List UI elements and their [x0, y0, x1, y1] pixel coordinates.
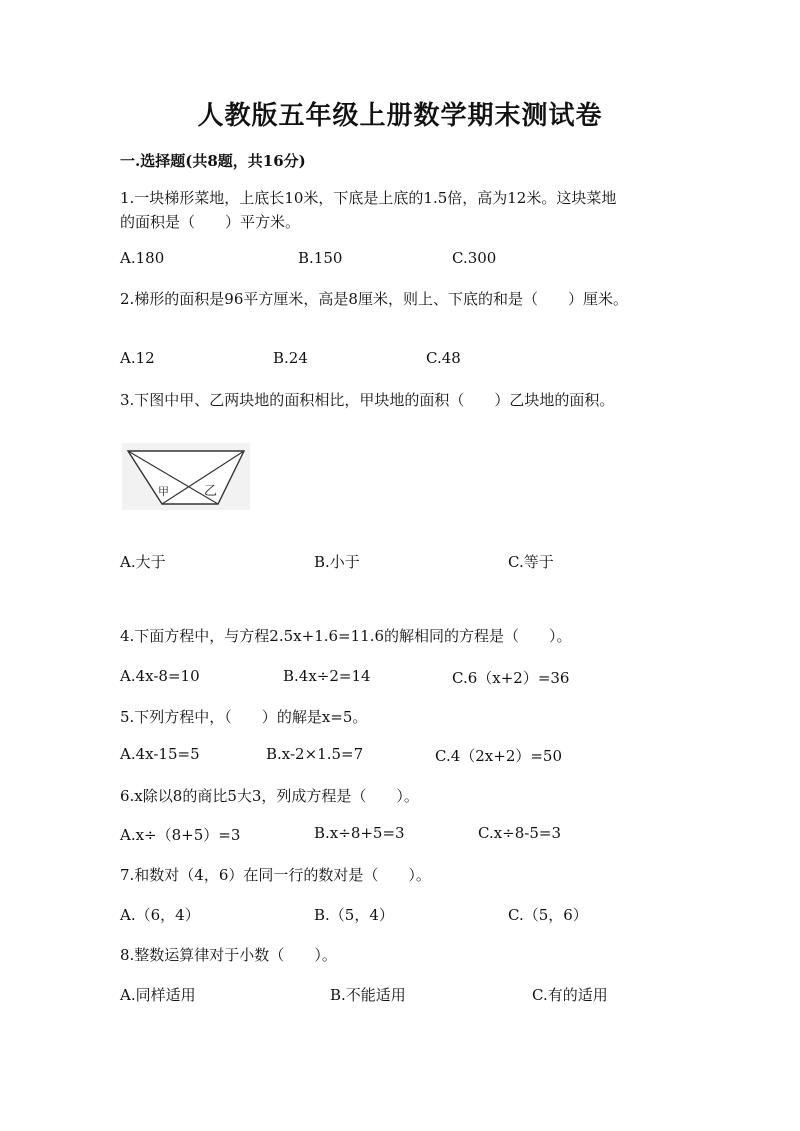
q6-option-c: C.x÷8-5=3 [478, 824, 562, 842]
q1-option-c: C.300 [452, 249, 497, 267]
q5-option-c: C.4（2x+2）=50 [435, 747, 563, 765]
q7-option-b: B.（5，4） [314, 906, 394, 924]
figure-label-jia: 甲 [158, 485, 169, 498]
question-8 [120, 943, 700, 967]
figure-label-yi: 乙 [204, 484, 218, 499]
q6-option-a: A.x÷（8+5）=3 [120, 826, 241, 844]
section-heading: 一.选择题(共8题，共16分) [120, 152, 306, 170]
q8-option-a: A.同样适用 [120, 986, 196, 1004]
q8-option-b: B.不能适用 [330, 986, 406, 1004]
question-4-line-1: 4.下面方程中，与方程2.5x+1.6=11.6的解相同的方程是（ ）。 [120, 627, 572, 645]
q7-option-a: A.（6，4） [120, 906, 200, 924]
q3-option-c: C.等于 [508, 553, 554, 571]
q4-option-a: A.4x-8=10 [120, 667, 200, 685]
q3-option-a: A.大于 [120, 553, 166, 571]
question-3 [120, 388, 700, 412]
q6-option-b: B.x÷8+5=3 [314, 824, 405, 842]
q5-option-a: A.4x-15=5 [120, 745, 200, 763]
question-5 [120, 705, 700, 729]
question-5-line-1: 5.下列方程中，（ ）的解是x=5。 [120, 708, 368, 726]
question-1-line-2: 的面积是（ ）平方米。 [120, 213, 301, 231]
page-title: 人教版五年级上册数学期末测试卷 [197, 101, 603, 131]
q1-option-a: A.180 [120, 249, 165, 267]
q4-option-c: C.6（x+2）=36 [452, 669, 570, 687]
question-6-line-1: 6.x除以8的商比5大3，列成方程是（ ）。 [120, 787, 419, 805]
q3-option-b: B.小于 [314, 553, 360, 571]
q5-option-b: B.x-2×1.5=7 [266, 745, 364, 763]
question-6 [120, 784, 700, 808]
question-2-line-1: 2.梯形的面积是96平方厘米，高是8厘米，则上、下底的和是（ ）厘米。 [120, 290, 628, 308]
question-7 [120, 863, 700, 887]
q2-option-b: B.24 [273, 349, 308, 367]
question-7-line-1: 7.和数对（4，6）在同一行的数对是（ ）。 [120, 866, 431, 884]
question-1-line-1: 1.一块梯形菜地，上底长10米，下底是上底的1.5倍，高为12米。这块菜地 [120, 189, 617, 207]
q7-option-c: C.（5，6） [508, 906, 588, 924]
q2-option-c: C.48 [426, 349, 461, 367]
question-8-line-1: 8.整数运算律对于小数（ ）。 [120, 946, 337, 964]
q4-option-b: B.4x÷2=14 [283, 667, 371, 685]
trapezoid-figure [122, 443, 250, 510]
q8-option-c: C.有的适用 [532, 986, 608, 1004]
q1-option-b: B.150 [298, 249, 343, 267]
question-1 [120, 186, 700, 234]
question-3-line-1: 3.下图中甲、乙两块地的面积相比，甲块地的面积（ ）乙块地的面积。 [120, 391, 615, 409]
question-4 [120, 624, 700, 648]
q2-option-a: A.12 [120, 349, 155, 367]
question-2 [120, 287, 700, 311]
